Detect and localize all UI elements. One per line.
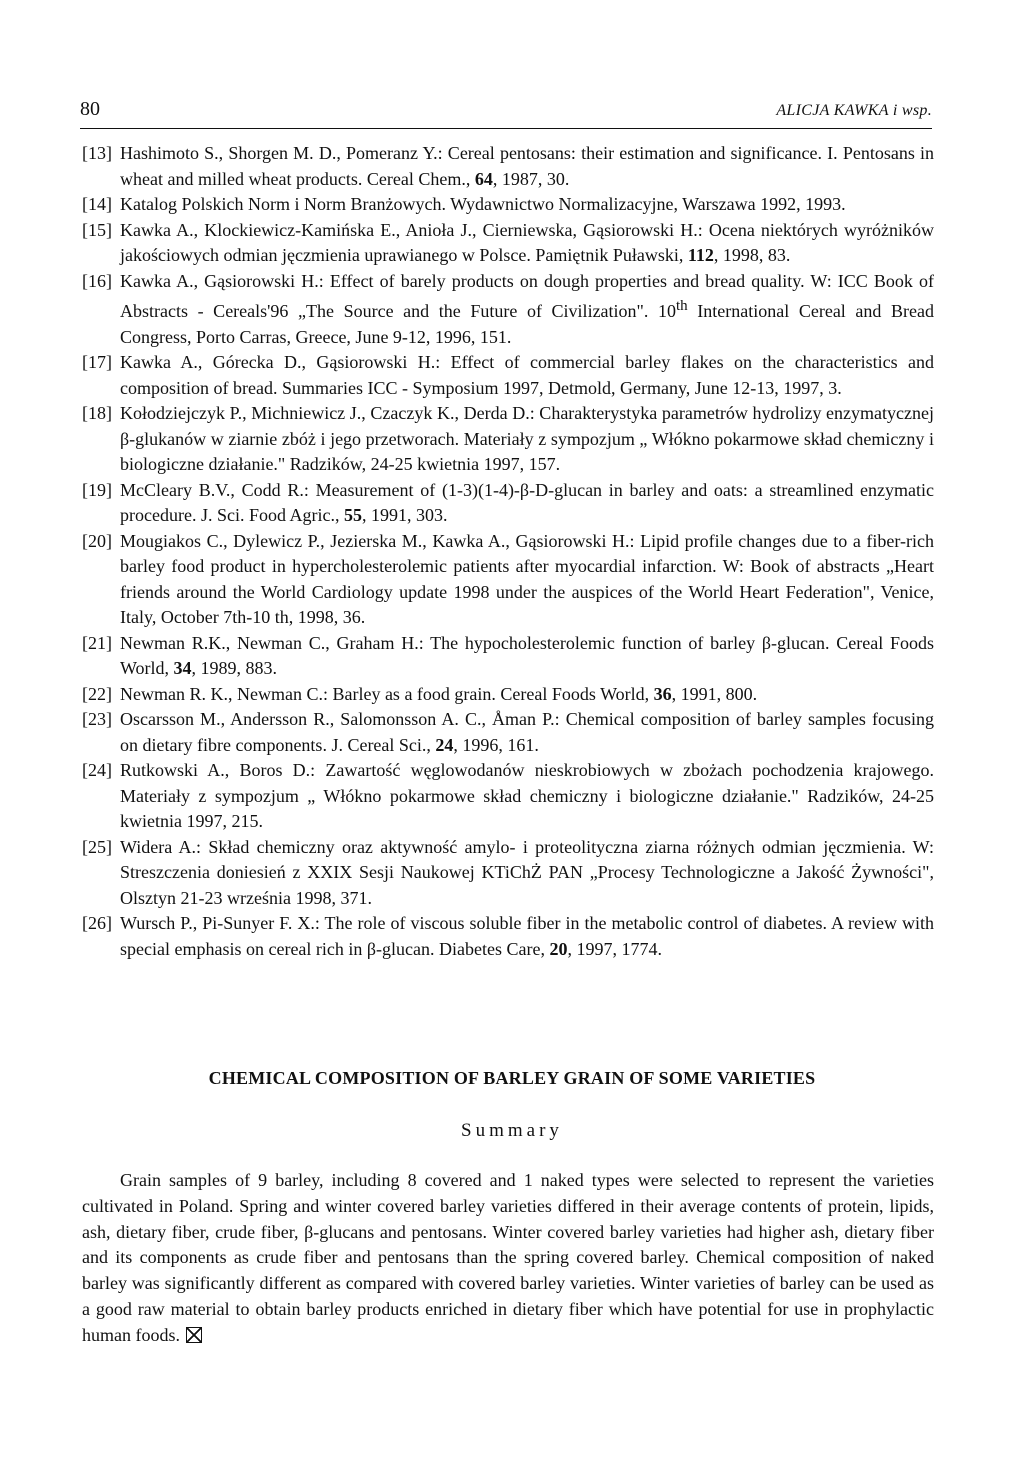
reference-item	[82, 835, 934, 912]
reference-item	[82, 218, 934, 269]
reference-text: Widera A.: Skład chemiczny oraz aktywność amylo- i proteolityczna ziarna różnych odmian jęczmienia. W: Streszczenia doniesień z XXIX Sesji Naukowej KTiChŻ PAN „Procesy Technologiczne a Jakość Żywności", Olsztyn 21-23 września 1998, 371.	[120, 836, 934, 908]
page-header	[80, 96, 932, 129]
reference-text: Kołodziejczyk P., Michniewicz J., Czaczyk K., Derda D.: Charakterystyka parametrów hydrolizy enzymatycznej β-glukanów w ziarnie zbóż i jego przetworach. Materiały z sympozjum „ Włókno pokarmowe skład chemiczny i biologiczne działanie." Radzików, 24-25 kwietnia 1997, 157.	[120, 403, 934, 474]
reference-text: Rutkowski A., Boros D.: Zawartość węglowodanów nieskrobiowych w zbożach pochodzenia krajowego. Materiały z sympozjum „ Włókno pokarmowe skład chemiczny i biologiczne działanie." Radzików, 24-25 kwietnia 1997, 215.	[120, 760, 934, 831]
reference-item	[82, 269, 934, 351]
reference-text: Newman R.K., Newman C., Graham H.: The hypocholesterolemic function of barley β-glucan. Cereal Foods World, 34, 1989, 883.	[120, 632, 934, 678]
reference-item	[82, 911, 934, 962]
summary-heading: Summary	[461, 1120, 563, 1141]
reference-text: Newman R. K., Newman C.: Barley as a food grain. Cereal Foods World, 36, 1991, 800.	[120, 683, 758, 704]
reference-text: Katalog Polskich Norm i Norm Branżowych. Wydawnictwo Normalizacyjne, Warszawa 1992, 1993.	[120, 194, 846, 214]
reference-number: [23]	[82, 709, 112, 729]
reference-text: Hashimoto S., Shorgen M. D., Pomeranz Y.: Cereal pentosans: their estimation and significance. I. Pentosans in wheat and milled wheat products. Cereal Chem., 64, 1987, 30.	[120, 143, 934, 189]
reference-text: Mougiakos C., Dylewicz P., Jezierska M., Kawka A., Gąsiorowski H.: Lipid profile changes due to a fiber-rich barley food product in hypercholesterolemic patients after myocardial infarction. W: Book of abstracts „Heart friends around the World Cardiology update 1998 under the auspices of the World Heart Federation", Venice, Italy, October 7th-10 th, 1998, 36.	[120, 530, 934, 627]
reference-item	[82, 478, 934, 529]
reference-text: Wursch P., Pi-Sunyer F. X.: The role of viscous soluble fiber in the metabolic control of diabetes. A review with special emphasis on cereal rich in β-glucan. Diabetes Care, 20, 1997, 1774.	[120, 913, 934, 959]
reference-text: Kawka A., Górecka D., Gąsiorowski H.: Effect of commercial barley flakes on the characteristics and composition of bread. Summaries ICC - Symposium 1997, Detmold, Germany, June 12-13, 1997, 3.	[120, 352, 934, 398]
summary-paragraph	[82, 1168, 934, 1349]
reference-number: [26]	[82, 913, 112, 933]
reference-item	[82, 631, 934, 682]
article-end-mark-icon	[186, 1327, 202, 1343]
reference-number: [19]	[82, 479, 112, 500]
reference-number: [20]	[82, 530, 112, 551]
reference-item	[82, 758, 934, 835]
running-title: ALICJA KAWKA i wsp.	[776, 102, 932, 119]
page-number: 80	[80, 98, 100, 120]
reference-number: [18]	[82, 403, 112, 423]
reference-number: [25]	[82, 836, 112, 857]
reference-number: [17]	[82, 352, 112, 372]
reference-number: [24]	[82, 760, 112, 780]
reference-number: [13]	[82, 143, 112, 163]
reference-number: [22]	[82, 683, 112, 704]
reference-item	[82, 141, 934, 192]
reference-list	[82, 141, 934, 962]
reference-item	[82, 401, 934, 478]
reference-text: Oscarsson M., Andersson R., Salomonsson A. C., Åman P.: Chemical composition of barley samples focusing on dietary fibre components. J. Cereal Sci., 24, 1996, 161.	[120, 709, 934, 755]
reference-number: [15]	[82, 219, 112, 240]
summary-text: Grain samples of 9 barley, including 8 covered and 1 naked types were selected to represent the varieties cultivated in Poland. Spring and winter covered barley varieties differed in their average contents of protein, lipids, ash, dietary fiber, crude fiber, β-glucans and pentosans. Winter covered barley varieties had higher ash, dietary fiber and its components as crude fiber and pentosans than the spring covered barley. Chemical composition of naked barley was significantly different as compared with covered barley varieties. Winter varieties of barley can be used as a good raw material to obtain barley products enriched in dietary fiber which have potential for use in prophylactic human foods.	[82, 1170, 934, 1345]
reference-number: [14]	[82, 194, 112, 214]
reference-number: [21]	[82, 632, 112, 653]
reference-number: [16]	[82, 270, 112, 291]
reference-item	[82, 350, 934, 401]
reference-text: Kawka A., Klockiewicz-Kamińska E., Anioła J., Cierniewska, Gąsiorowski H.: Ocena niektórych wyróżników jakościowych odmian jęczmienia uprawianego w Polsce. Pamiętnik Puławski, 112, 1998, 83.	[120, 219, 934, 265]
reference-item	[82, 707, 934, 758]
reference-text: McCleary B.V., Codd R.: Measurement of (1-3)(1-4)-β-D-glucan in barley and oats: a streamlined enzymatic procedure. J. Sci. Food Agric., 55, 1991, 303.	[120, 479, 934, 525]
reference-item	[82, 529, 934, 631]
reference-item	[82, 192, 934, 218]
section-title: CHEMICAL COMPOSITION OF BARLEY GRAIN OF SOME VARIETIES	[208, 1068, 816, 1088]
reference-text: Kawka A., Gąsiorowski H.: Effect of barely products on dough properties and bread quality. W: ICC Book of Abstracts - Cereals'96 „The Source and the Future of Civilization". 10th International Cereal and Bread Congress, Porto Carras, Greece, June 9-12, 1996, 151.	[120, 270, 934, 347]
reference-item	[82, 682, 934, 708]
